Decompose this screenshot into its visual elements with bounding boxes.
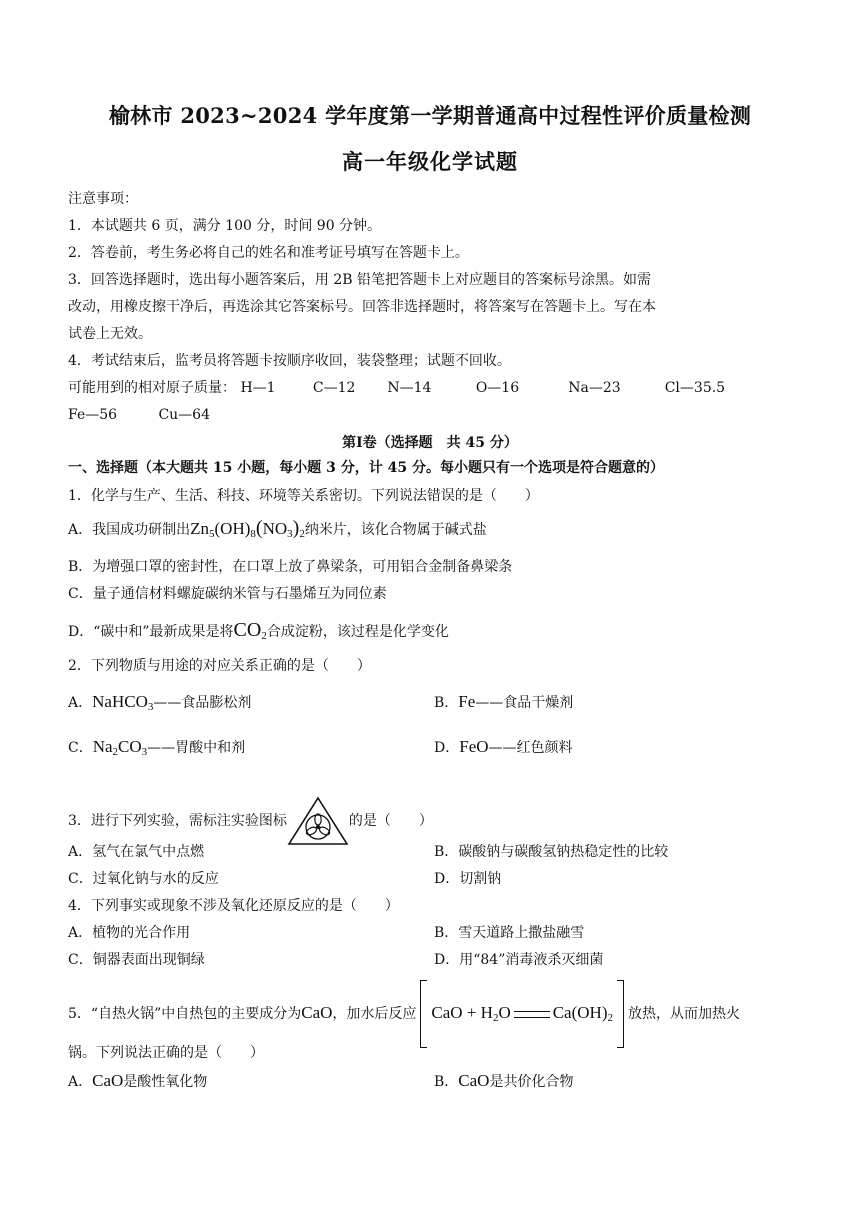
q2-option-b: B．Fe——食品干燥剂: [434, 692, 574, 711]
q1-formula: $Zn_5(OH)_8(NO_3)_2$: [190, 517, 305, 540]
q1-option-c: C．量子通信材料螺旋碳纳米管与石墨烯互为同位素: [68, 586, 387, 602]
equals-sign: [514, 1011, 550, 1018]
q3-option-a: A．氢气在氯气中点燃: [68, 844, 205, 860]
q1-option-a: A．我国成功研制出$Zn_5(OH)_8(NO_3)_2$纳米片，该化合物属于碱式盐: [68, 517, 487, 540]
atomic-mass-na: Na—23: [568, 380, 621, 396]
note-item: 4．考试结束后，监考员将答题卡按顺序收回，装袋整理；试题不回收。: [68, 353, 511, 369]
atomic-mass-row: [68, 378, 725, 398]
q1-stem: 1．化学与生产、生活、科技、环境等关系密切。下列说法错误的是（ ）: [68, 488, 539, 504]
atomic-mass-cu: Cu—64: [158, 407, 210, 423]
q5-stem: 5．“自热火锅”中自热包的主要成分为CaO，加水后反应 CaO + $H_2O$ $Ca(OH)_2$ 放热，从而加热火: [68, 980, 740, 1048]
q1-option-d: D．“碳中和”最新成果是将$CO_2$合成淀粉，该过程是化学变化: [68, 619, 449, 642]
note-item: 3．回答选择题时，选出每小题答案后，用 2B 铅笔把答题卡上对应题目的答案标号涂黑。如需: [68, 272, 652, 288]
q2-stem: 2．下列物质与用途的对应关系正确的是（ ）: [68, 658, 371, 674]
na2co3-formula: $Na_2CO_3$: [92, 737, 148, 758]
q1-option-b: B．为增强口罩的密封性，在口罩上放了鼻梁条，可用铝合金制备鼻梁条: [68, 559, 513, 575]
atomic-mass-label: 可能用到的相对原子质量：: [68, 380, 236, 396]
exam-title: 榆林市 2023~2024 学年度第一学期普通高中过程性评价质量检测: [108, 103, 752, 128]
section-heading: 一、选择题（本大题共 15 小题，每小题 3 分，计 45 分。每小题只有一个选项是符合题意的）: [68, 460, 664, 476]
nahco3-formula: NaHCO$_3$: [92, 692, 154, 713]
note-item: 试卷上无效。: [68, 326, 152, 342]
notes-heading: 注意事项：: [68, 191, 138, 207]
atomic-mass-fe: Fe—56: [68, 407, 118, 423]
q3-stem: 3．进行下列实验，需标注实验图标 的是（ ）: [68, 796, 433, 846]
reaction-equation: CaO + $H_2O$ $Ca(OH)_2$: [420, 980, 624, 1048]
note-item: 1．本试题共 6 页，满分 100 分，时间 90 分钟。: [68, 218, 382, 234]
q4-stem: 4．下列事实或现象不涉及氧化还原反应的是（ ）: [68, 898, 399, 914]
exam-subtitle: 高一年级化学试题: [342, 149, 518, 174]
q4-option-a: A．植物的光合作用: [68, 925, 191, 941]
ventilation-fan-icon: [287, 796, 349, 846]
atomic-mass-cl: Cl—35.5: [664, 380, 726, 396]
part-title: 第Ⅰ卷（选择题 共 45 分）: [342, 435, 518, 451]
q3-option-d: D．切割钠: [434, 871, 502, 887]
q3-option-b: B．碳酸钠与碳酸氢钠热稳定性的比较: [434, 844, 669, 860]
note-item: 改动，用橡皮擦干净后，再选涂其它答案标号。回答非选择题时，将答案写在答题卡上。写在本: [68, 299, 656, 315]
note-item: 2．答卷前，考生务必将自己的姓名和准考证号填写在答题卡上。: [68, 245, 469, 261]
q2-option-d: D．FeO——红色颜料: [434, 737, 573, 756]
q5-option-b: B．CaO是共价化合物: [434, 1071, 574, 1090]
atomic-mass-n: N—14: [387, 380, 432, 396]
q5-option-a: A．CaO是酸性氧化物: [68, 1071, 208, 1090]
q4-option-b: B．雪天道路上撒盐融雪: [434, 925, 585, 941]
atomic-mass-o: O—16: [475, 380, 520, 396]
atomic-mass-h: H—1: [240, 380, 276, 396]
q3-option-c: C．过氧化钠与水的反应: [68, 871, 219, 887]
q5-stem-line2: 锅。下列说法正确的是（ ）: [68, 1045, 264, 1061]
q4-option-d: D．用“84”消毒液杀灭细菌: [434, 952, 604, 968]
atomic-mass-row-2: [68, 405, 210, 425]
co2-formula: $CO_2$: [233, 619, 267, 642]
atomic-mass-c: C—12: [312, 380, 356, 396]
q4-option-c: C．铜器表面出现铜绿: [68, 952, 205, 968]
q2-option-a: A．NaHCO$_3$——食品膨松剂: [68, 692, 252, 713]
q2-option-c: C．$Na_2CO_3——$胃酸中和剂: [68, 737, 246, 758]
